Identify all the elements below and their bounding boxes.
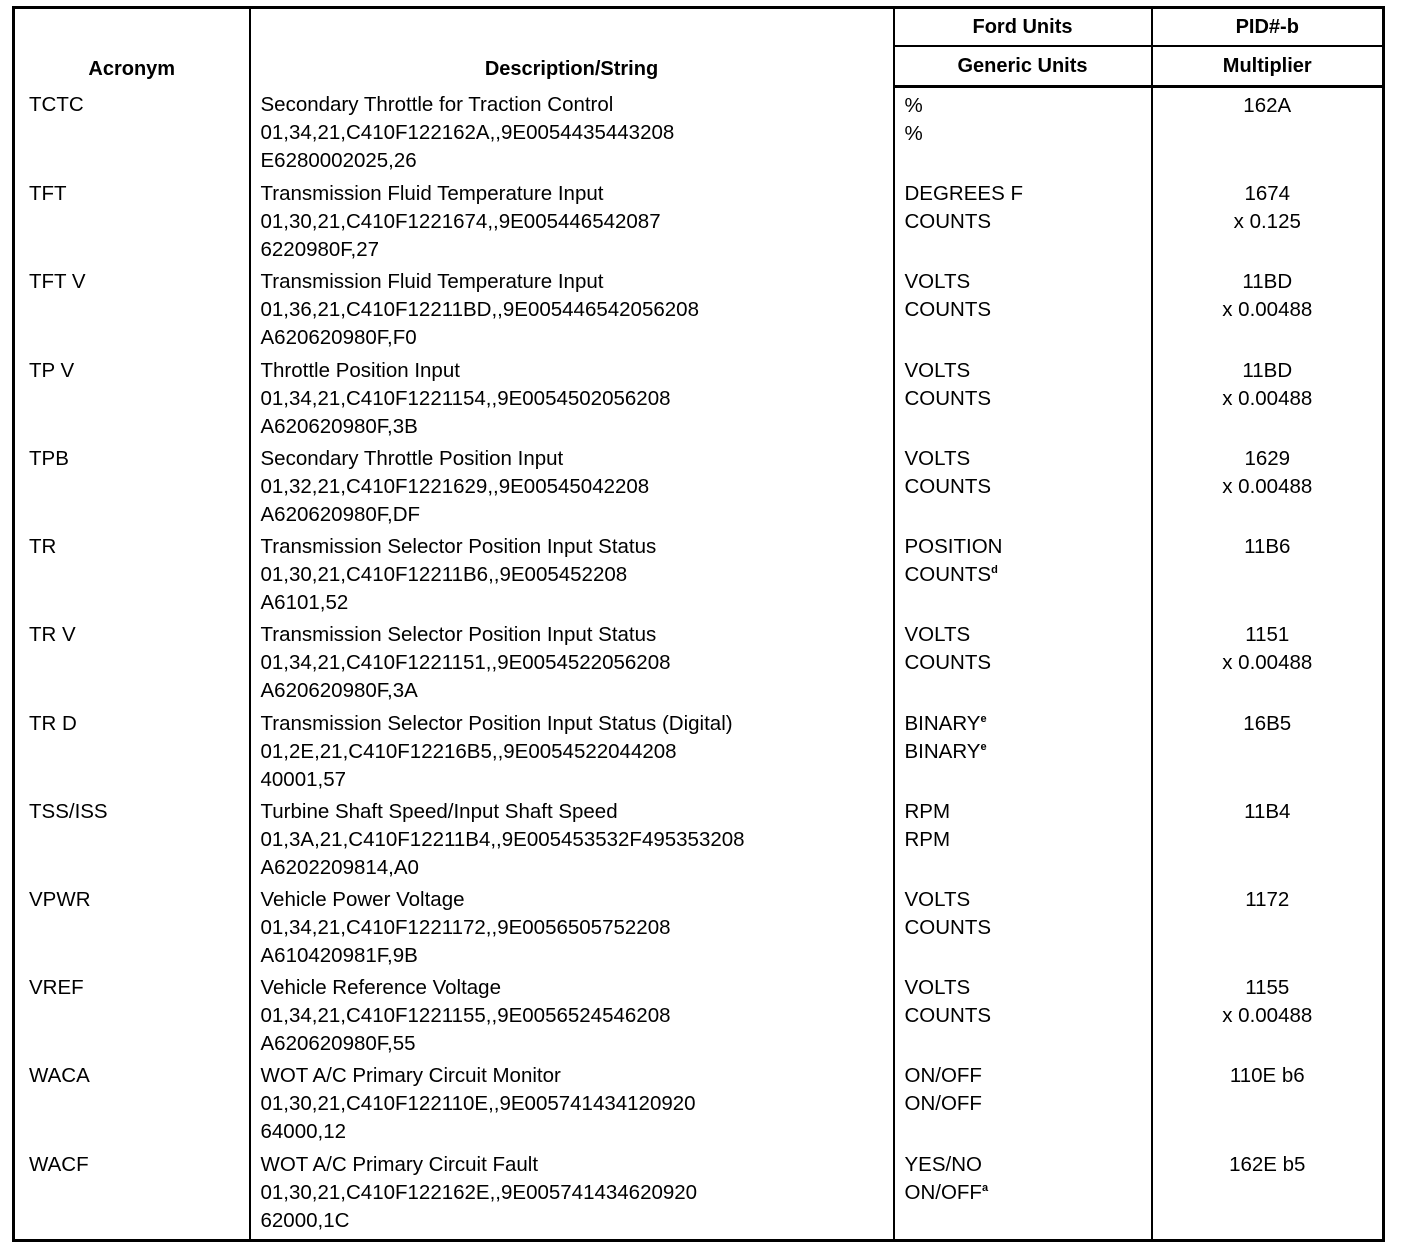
ford-unit: VOLTS bbox=[904, 270, 971, 294]
table-row bbox=[14, 798, 1384, 886]
table-row bbox=[14, 1062, 1384, 1150]
description-string: 01,34,21,C410F1221172,,9E0056505752208 bbox=[260, 915, 671, 939]
description-title: Transmission Fluid Temperature Input bbox=[260, 182, 604, 206]
acronym-cell bbox=[14, 1062, 250, 1150]
ford-unit-line bbox=[905, 798, 1151, 826]
units-cell bbox=[894, 533, 1152, 621]
pid-cell bbox=[1152, 798, 1384, 886]
units-cell bbox=[894, 974, 1152, 1062]
description-cell bbox=[250, 180, 894, 268]
table-row bbox=[14, 710, 1384, 798]
acronym-text: TR D bbox=[29, 711, 77, 735]
acronym-text: WACA bbox=[29, 1064, 90, 1088]
header-acronym: Acronym bbox=[14, 8, 250, 87]
generic-unit: COUNTS bbox=[904, 563, 992, 587]
table-row bbox=[14, 180, 1384, 268]
generic-unit-line bbox=[905, 473, 1151, 501]
acronym-text: VPWR bbox=[29, 887, 91, 911]
acronym-text: TFT bbox=[29, 182, 67, 206]
table-row bbox=[14, 357, 1384, 445]
description-title: Vehicle Reference Voltage bbox=[260, 976, 501, 1000]
pid-value: 162A bbox=[1243, 94, 1292, 117]
acronym-cell bbox=[14, 445, 250, 533]
description-string-cont: A6202209814,A0 bbox=[260, 855, 419, 879]
pid-value: 11B4 bbox=[1244, 799, 1291, 823]
acronym-text: TFT V bbox=[29, 270, 86, 294]
description-string-cont: A610420981F,9B bbox=[260, 943, 418, 967]
ford-unit: VOLTS bbox=[904, 358, 971, 382]
acronym-cell bbox=[14, 180, 250, 268]
ford-unit-note: e bbox=[980, 712, 987, 725]
pid-value: 110E b6 bbox=[1229, 1064, 1305, 1088]
description-cell bbox=[250, 533, 894, 621]
description-string: 01,30,21,C410F122162E,,9E005741434620920 bbox=[260, 1180, 698, 1204]
description-string-cont: A620620980F,3A bbox=[260, 679, 418, 703]
pid-cell bbox=[1152, 974, 1384, 1062]
generic-unit-note: e bbox=[980, 740, 987, 753]
pid-cell bbox=[1152, 268, 1384, 356]
description-string-cont: 40001,57 bbox=[260, 767, 347, 791]
ford-unit: BINARY bbox=[904, 711, 981, 735]
description-cell bbox=[250, 445, 894, 533]
acronym-text: VREF bbox=[29, 976, 84, 1000]
ford-unit: DEGREES F bbox=[904, 182, 1023, 206]
generic-unit: % bbox=[904, 122, 923, 145]
ford-unit-line bbox=[905, 357, 1151, 385]
acronym-text: TR V bbox=[29, 623, 76, 647]
pid-cell bbox=[1152, 1062, 1384, 1150]
pid-cell bbox=[1152, 886, 1384, 974]
table-row bbox=[14, 87, 1384, 181]
pid-value: 1172 bbox=[1245, 887, 1290, 911]
ford-unit-line bbox=[905, 1062, 1151, 1090]
ford-unit: VOLTS bbox=[904, 887, 971, 911]
description-title: WOT A/C Primary Circuit Fault bbox=[260, 1152, 539, 1176]
acronym-text: TCTC bbox=[29, 92, 84, 116]
generic-unit: COUNTS bbox=[904, 651, 992, 675]
generic-unit: COUNTS bbox=[904, 474, 992, 498]
units-cell bbox=[894, 357, 1152, 445]
generic-unit-line bbox=[905, 738, 1151, 766]
description-string: 01,34,21,C410F1221155,,9E0056524546208 bbox=[260, 1004, 671, 1028]
description-string-cont: A620620980F,DF bbox=[260, 502, 421, 526]
description-title: Throttle Position Input bbox=[260, 358, 460, 382]
generic-unit: COUNTS bbox=[904, 1004, 992, 1028]
units-cell bbox=[894, 87, 1152, 181]
acronym-text: WACF bbox=[29, 1152, 89, 1176]
ford-unit-line bbox=[905, 974, 1151, 1002]
description-title: Turbine Shaft Speed/Input Shaft Speed bbox=[260, 799, 618, 823]
generic-unit-line bbox=[905, 296, 1151, 324]
description-string-cont: A620620980F,3B bbox=[260, 414, 418, 438]
description-title: WOT A/C Primary Circuit Monitor bbox=[260, 1064, 561, 1088]
header-description: Description/String bbox=[250, 8, 894, 87]
description-string-cont: E6280002025,26 bbox=[260, 148, 417, 172]
ford-unit: VOLTS bbox=[904, 446, 971, 470]
description-string: 01,36,21,C410F12211BD,,9E005446542056208 bbox=[260, 298, 699, 322]
description-string: 01,34,21,C410F1221151,,9E0054522056208 bbox=[260, 651, 671, 675]
description-cell bbox=[250, 621, 894, 709]
generic-unit: COUNTS bbox=[904, 915, 992, 939]
units-cell bbox=[894, 621, 1152, 709]
acronym-cell bbox=[14, 798, 250, 886]
ford-unit: % bbox=[904, 94, 923, 117]
ford-unit-line bbox=[905, 886, 1151, 914]
units-cell bbox=[894, 710, 1152, 798]
description-cell bbox=[250, 710, 894, 798]
ford-unit-line bbox=[905, 92, 1151, 120]
units-cell bbox=[894, 1062, 1152, 1150]
ford-unit: RPM bbox=[904, 799, 951, 823]
generic-unit-line bbox=[905, 1090, 1151, 1118]
pid-value: 162E b5 bbox=[1229, 1152, 1306, 1176]
table-body bbox=[14, 87, 1384, 1241]
pid-reference-table bbox=[12, 6, 1385, 1242]
description-string: 01,34,21,C410F122162A,,9E0054435443208 bbox=[260, 120, 675, 144]
description-cell bbox=[250, 798, 894, 886]
description-string: 01,3A,21,C410F12211B4,,9E005453532F495353208 bbox=[260, 827, 745, 851]
description-string-cont: 64000,12 bbox=[260, 1120, 347, 1144]
acronym-cell bbox=[14, 357, 250, 445]
pid-value: 16B5 bbox=[1243, 711, 1292, 735]
description-string: 01,30,21,C410F122110E,,9E005741434120920 bbox=[260, 1092, 696, 1116]
multiplier-value: x 0.00488 bbox=[1222, 474, 1313, 498]
header-ford-units: Ford Units bbox=[894, 8, 1152, 47]
ford-unit-line bbox=[905, 533, 1151, 561]
pid-cell bbox=[1152, 445, 1384, 533]
description-cell bbox=[250, 1151, 894, 1241]
units-cell bbox=[894, 268, 1152, 356]
description-cell bbox=[250, 1062, 894, 1150]
pid-value: 11BD bbox=[1242, 270, 1293, 294]
generic-unit: COUNTS bbox=[904, 298, 992, 322]
multiplier-value: x 0.00488 bbox=[1222, 651, 1313, 675]
pid-cell bbox=[1152, 1151, 1384, 1241]
generic-unit: RPM bbox=[904, 827, 951, 851]
generic-unit: ON/OFF bbox=[904, 1180, 982, 1204]
generic-unit: COUNTS bbox=[904, 386, 992, 410]
description-title: Transmission Fluid Temperature Input bbox=[260, 270, 604, 294]
generic-unit: ON/OFF bbox=[904, 1092, 982, 1116]
pid-value: 1151 bbox=[1245, 623, 1290, 647]
description-string: 01,30,21,C410F12211B6,,9E005452208 bbox=[260, 563, 628, 587]
description-title: Transmission Selector Position Input Status (Digital) bbox=[260, 711, 733, 735]
table-row bbox=[14, 1151, 1384, 1241]
description-string: 01,32,21,C410F1221629,,9E00545042208 bbox=[260, 474, 650, 498]
ford-unit-line bbox=[905, 180, 1151, 208]
ford-unit: POSITION bbox=[904, 535, 1003, 559]
table-row bbox=[14, 268, 1384, 356]
generic-unit-line bbox=[905, 649, 1151, 677]
description-cell bbox=[250, 974, 894, 1062]
generic-unit-line bbox=[905, 385, 1151, 413]
ford-unit: VOLTS bbox=[904, 623, 971, 647]
pid-value: 1629 bbox=[1244, 446, 1291, 470]
generic-unit-line bbox=[905, 914, 1151, 942]
description-title: Secondary Throttle for Traction Control bbox=[260, 92, 614, 116]
header-pid: PID#-b bbox=[1152, 8, 1384, 47]
acronym-text: TR bbox=[29, 535, 57, 559]
pid-cell bbox=[1152, 710, 1384, 798]
generic-unit-note: d bbox=[991, 564, 998, 577]
description-string-cont: A620620980F,55 bbox=[260, 1032, 416, 1056]
pid-cell bbox=[1152, 621, 1384, 709]
ford-unit-line bbox=[905, 621, 1151, 649]
table-row bbox=[14, 445, 1384, 533]
acronym-cell bbox=[14, 1151, 250, 1241]
generic-unit-line bbox=[905, 826, 1151, 854]
acronym-cell bbox=[14, 886, 250, 974]
pid-value: 1155 bbox=[1245, 976, 1290, 1000]
pid-value: 11BD bbox=[1242, 358, 1293, 382]
acronym-cell bbox=[14, 621, 250, 709]
acronym-cell bbox=[14, 87, 250, 181]
pid-value: 11B6 bbox=[1244, 535, 1291, 559]
description-cell bbox=[250, 886, 894, 974]
acronym-cell bbox=[14, 710, 250, 798]
multiplier-value: x 0.125 bbox=[1233, 210, 1301, 234]
generic-unit-line bbox=[905, 208, 1151, 236]
ford-unit-line bbox=[905, 445, 1151, 473]
description-title: Secondary Throttle Position Input bbox=[260, 446, 564, 470]
table-row bbox=[14, 974, 1384, 1062]
table-row bbox=[14, 533, 1384, 621]
ford-unit-line bbox=[905, 1151, 1151, 1179]
description-string: 01,2E,21,C410F12216B5,,9E0054522044208 bbox=[260, 739, 677, 763]
ford-unit-line bbox=[905, 268, 1151, 296]
units-cell bbox=[894, 180, 1152, 268]
ford-unit-line bbox=[905, 710, 1151, 738]
multiplier-value: x 0.00488 bbox=[1222, 1004, 1313, 1028]
description-title: Vehicle Power Voltage bbox=[260, 887, 465, 911]
description-title: Transmission Selector Position Input Status bbox=[260, 623, 657, 647]
ford-unit: ON/OFF bbox=[904, 1064, 982, 1088]
acronym-cell bbox=[14, 974, 250, 1062]
generic-unit-line bbox=[905, 1179, 1151, 1207]
description-string: 01,34,21,C410F1221154,,9E0054502056208 bbox=[260, 386, 671, 410]
generic-unit-line bbox=[905, 561, 1151, 589]
generic-unit: COUNTS bbox=[904, 210, 992, 234]
description-cell bbox=[250, 357, 894, 445]
generic-unit-line bbox=[905, 120, 1151, 148]
multiplier-value: x 0.00488 bbox=[1222, 298, 1313, 322]
pid-cell bbox=[1152, 87, 1384, 181]
generic-unit-note: a bbox=[981, 1181, 989, 1194]
table-row bbox=[14, 886, 1384, 974]
description-string-cont: A620620980F,F0 bbox=[260, 326, 417, 350]
acronym-cell bbox=[14, 268, 250, 356]
description-title: Transmission Selector Position Input Status bbox=[260, 535, 657, 559]
pid-cell bbox=[1152, 180, 1384, 268]
acronym-text: TP V bbox=[29, 358, 75, 382]
description-string-cont: A6101,52 bbox=[260, 591, 349, 615]
generic-unit-line bbox=[905, 1002, 1151, 1030]
description-string-cont: 62000,1C bbox=[260, 1208, 350, 1232]
pid-cell bbox=[1152, 533, 1384, 621]
ford-unit: VOLTS bbox=[904, 976, 971, 1000]
description-cell bbox=[250, 87, 894, 181]
units-cell bbox=[894, 886, 1152, 974]
header-multiplier: Multiplier bbox=[1152, 46, 1384, 87]
table-row bbox=[14, 621, 1384, 709]
ford-unit: YES/NO bbox=[904, 1152, 982, 1176]
description-string-cont: 6220980F,27 bbox=[260, 238, 380, 262]
pid-cell bbox=[1152, 357, 1384, 445]
table-header bbox=[14, 8, 1384, 87]
units-cell bbox=[894, 1151, 1152, 1241]
generic-unit: BINARY bbox=[904, 739, 981, 763]
acronym-text: TPB bbox=[29, 446, 69, 470]
units-cell bbox=[894, 798, 1152, 886]
description-string: 01,30,21,C410F1221674,,9E005446542087 bbox=[260, 210, 661, 234]
units-cell bbox=[894, 445, 1152, 533]
description-cell bbox=[250, 268, 894, 356]
pid-value: 1674 bbox=[1244, 182, 1291, 206]
header-generic-units: Generic Units bbox=[894, 46, 1152, 87]
acronym-text: TSS/ISS bbox=[29, 799, 108, 823]
acronym-cell bbox=[14, 533, 250, 621]
multiplier-value: x 0.00488 bbox=[1222, 386, 1313, 410]
